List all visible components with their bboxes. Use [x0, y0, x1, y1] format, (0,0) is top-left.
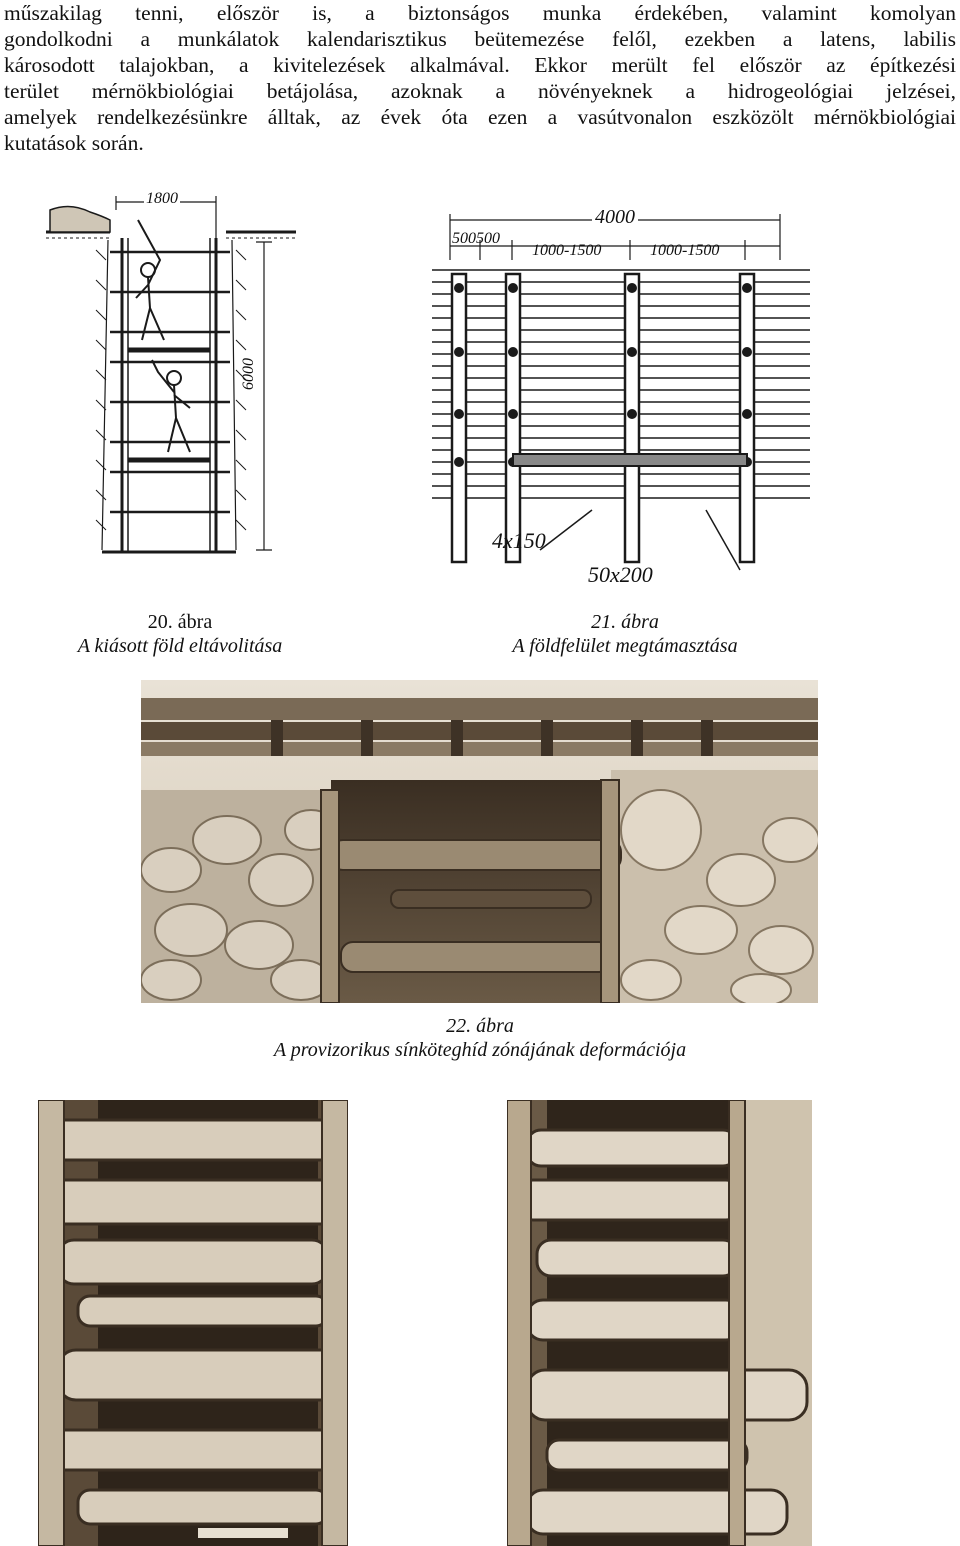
paragraph-line-6: kutatások során.: [4, 131, 144, 155]
paragraph-line-5: amelyek rendelkezésünkre álltak, az évek óta ezen a vasútvonalon eszközölt mérnökbiológiai: [4, 105, 956, 129]
figure-21-dim-c: 1000-1500: [650, 242, 720, 259]
figure-21-drawing: [420, 210, 820, 595]
paragraph-line-3: károsodott talajokban, a kivitelezések alkalmával. Ekkor merült fel először az építkezési: [4, 53, 956, 77]
figure-22-caption: [140, 1014, 820, 1062]
figure-20-number: 20. ábra: [147, 611, 213, 633]
figure-21-label-beam: 50x200: [588, 562, 653, 587]
figure-22-photo: [141, 680, 818, 1003]
figure-20-caption: [30, 610, 330, 658]
figure-21-caption-text: A földfelület megtámasztása: [512, 635, 738, 657]
trench-photo-right: [507, 1100, 812, 1546]
figure-21-dim-a: 500500: [452, 230, 500, 247]
paragraph-line-4: terület mérnökbiológiai betájolása, azoknak a növényeknek a hidrogeológiai jelzései,: [4, 79, 956, 103]
figure-22-number: 22. ábra: [446, 1015, 514, 1037]
figure-20-drawing: [40, 190, 300, 580]
body-paragraph: [4, 0, 956, 156]
figure-21-dim-b: 1000-1500: [532, 242, 602, 259]
figure-21-number: 21. ábra: [591, 611, 659, 633]
paragraph-line-2: gondolkodni a munkálatok kalendarisztikus beütemezése felől, ezekben a latens, labilis: [4, 27, 956, 51]
figure-20-dim-height: 6000: [240, 358, 257, 390]
figure-20-caption-text: A kiásott föld eltávolitása: [77, 635, 283, 657]
figure-21-label-plank: 4x150: [492, 528, 546, 553]
paragraph-line-1: műszakilag tenni, először is, a biztonságos munka érdekében, valamint komolyan: [4, 1, 956, 25]
figure-21-caption: [470, 610, 780, 658]
figure-21-dim-total: 4000: [592, 206, 638, 229]
figure-22-caption-text: A provizorikus sínköteghíd zónájának deformációja: [273, 1039, 687, 1061]
figure-20-dim-width: 1800: [146, 190, 178, 207]
trench-photo-left: [38, 1100, 348, 1546]
